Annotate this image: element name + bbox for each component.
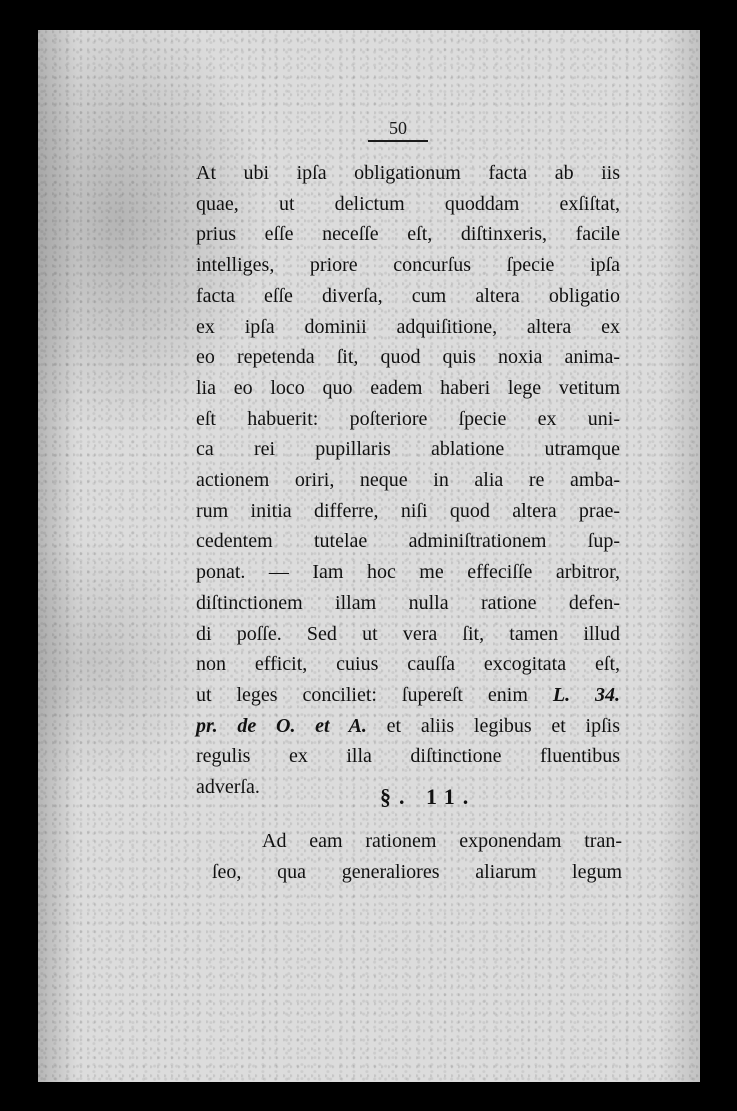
text-line: At ubi ipſa obligationum facta ab iis [196, 162, 620, 184]
page-number: 50 [368, 118, 428, 142]
text-line: di poſſe. Sed ut vera ſit, tamen illud [196, 622, 620, 645]
citation-law: L. 34. [552, 683, 621, 706]
text-line: ca rei pupillaris ablatione utramque [196, 438, 620, 461]
text-line: Ad eam rationem exponendam tran- [262, 830, 622, 852]
text-line-citation [196, 680, 620, 711]
text-line: eſt habuerit: poſteriore ſpecie ex uni- [196, 407, 620, 430]
paragraph-next [212, 826, 622, 888]
text-line: intelliges, priore concurſus ſpecie ipſa [196, 254, 620, 277]
text-line: lia eo loco quo eadem haberi lege vetitum [196, 376, 620, 399]
text-line: actionem oriri, neque in alia re amba- [196, 469, 620, 492]
citation-title: pr. de O. et A. [196, 714, 367, 737]
text-line: regulis ex illa diſtinctione fluentibus [196, 745, 620, 768]
text-line: eo repetenda ſit, quod quis noxia anima- [196, 346, 620, 369]
text-line: facta eſſe diverſa, cum altera obligatio [196, 284, 620, 307]
text-line: ex ipſa dominii adquiſitione, altera ex [196, 315, 620, 338]
text-fragment: ut leges conciliet: ſupereſt enim [196, 683, 528, 706]
text-line: diſtinctionem illam nulla ratione defen- [196, 591, 620, 614]
text-line: ſeo, qua generaliores aliarum legum [212, 861, 622, 883]
paragraph-main [196, 158, 620, 803]
text-line: non efficit, cuius cauſſa excogitata eſt, [196, 653, 620, 676]
text-line: adverſa. [196, 776, 260, 799]
text-line: cedentem tutelae adminiſtrationem ſup- [196, 530, 620, 553]
section-heading: §. 11. [380, 784, 477, 809]
text-line: rum initia differre, niſi quod altera prae- [196, 499, 620, 522]
text-line: ponat. — Iam hoc me effeciſſe arbitror, [196, 561, 620, 584]
text-line: quae, ut delictum quoddam exſiſtat, [196, 192, 620, 215]
text-line: prius eſſe neceſſe eſt, diſtinxeris, facile [196, 223, 620, 246]
text-line-citation [196, 711, 620, 742]
text-fragment: et aliis legibus et ipſis [386, 714, 620, 737]
